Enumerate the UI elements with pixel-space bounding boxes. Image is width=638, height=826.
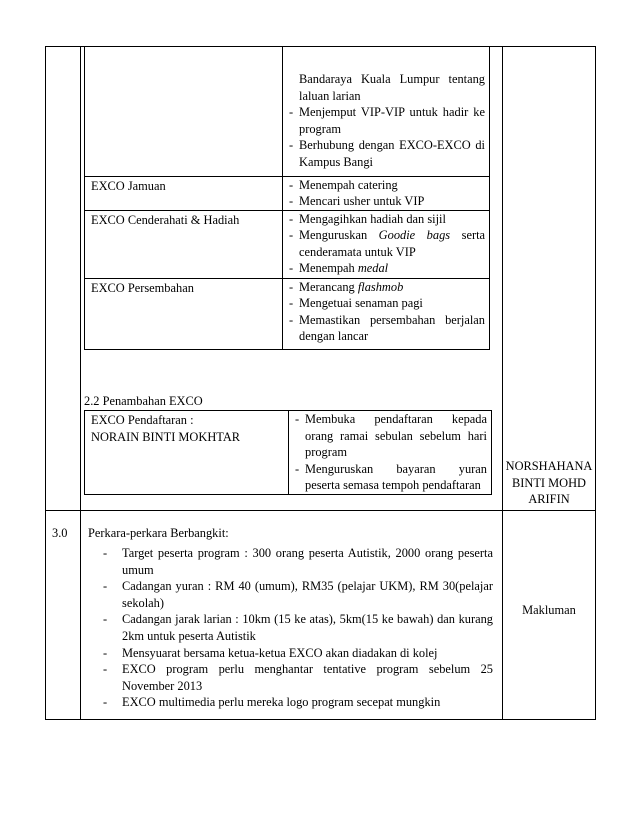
task-text-emphasis: Goodie bags	[378, 228, 451, 243]
task-dash: -	[289, 194, 294, 209]
task-item	[289, 211, 485, 228]
task-item	[295, 461, 487, 494]
outer-table-right-border	[595, 46, 596, 720]
table-row	[85, 210, 490, 278]
list-text: EXCO multimedia perlu mereka logo program secepat mungkin	[122, 695, 441, 710]
role-cell: EXCO Jamuan	[85, 176, 283, 210]
exco-pendaftaran-table	[84, 410, 492, 495]
responsible-person	[503, 458, 595, 508]
outer-table-bottom-border	[45, 719, 596, 720]
status-makluman: Makluman	[522, 603, 576, 617]
matters-arising-list	[103, 545, 493, 711]
task-item	[289, 227, 485, 260]
task-item	[289, 279, 485, 296]
task-dash: -	[289, 177, 294, 192]
tasks-cell	[283, 176, 490, 210]
tasks-cell	[283, 278, 490, 349]
task-text-part: Menguruskan	[299, 228, 379, 243]
task-dash: -	[289, 279, 294, 294]
list-item	[103, 661, 493, 694]
responsible-name-line: BINTI MOHD	[512, 475, 586, 490]
responsible-name-line: NORSHAHANA	[505, 459, 593, 473]
table-row	[85, 278, 490, 349]
task-text	[305, 411, 487, 461]
task-dash: -	[295, 461, 300, 476]
task-item	[289, 193, 485, 210]
task-text	[299, 260, 485, 277]
task-text-line: orang ramai sebulan sebelum hari	[305, 428, 487, 443]
tasks-cell	[283, 46, 490, 176]
table-row	[85, 46, 490, 176]
task-text: Mengetuai senaman pagi	[299, 296, 423, 311]
list-dash: -	[103, 662, 108, 677]
list-text: Mensyuarat bersama ketua-ketua EXCO akan diadakan di kolej	[122, 645, 438, 660]
task-dash: -	[289, 211, 294, 226]
list-item	[103, 694, 493, 711]
task-text-emphasis: flashmob	[357, 279, 404, 294]
outer-table-row-divider	[45, 510, 596, 511]
task-text: Mencari usher untuk VIP	[299, 194, 425, 209]
tasks-cell	[289, 411, 492, 495]
task-text: Memastikan persembahan berjalan dengan lancar	[299, 312, 485, 344]
task-item	[289, 295, 485, 312]
task-text	[299, 279, 485, 296]
list-item	[103, 545, 493, 578]
role-cell: EXCO Persembahan	[85, 278, 283, 349]
list-dash: -	[103, 695, 108, 710]
table-row	[85, 411, 492, 495]
task-item	[295, 411, 487, 461]
task-text-part: Merancang	[299, 279, 358, 294]
list-dash: -	[103, 645, 108, 660]
task-text: Menjemput VIP-VIP untuk hadir ke program	[299, 105, 485, 136]
task-item	[289, 71, 485, 104]
task-dash: -	[289, 228, 294, 243]
tasks-cell	[283, 210, 490, 278]
task-dash	[289, 71, 299, 104]
task-text	[299, 227, 485, 260]
task-text	[305, 461, 487, 494]
list-text: Target peserta program : 300 orang peserta Autistik, 2000 orang peserta umum	[122, 546, 493, 577]
task-item	[289, 260, 485, 277]
responsible-name-line: ARIFIN	[528, 492, 570, 507]
task-text: Bandaraya Kuala Lumpur tentang laluan larian	[299, 72, 485, 103]
list-item	[103, 645, 493, 662]
task-text: Menempah catering	[299, 177, 398, 192]
task-dash: -	[289, 138, 294, 153]
outer-table-content-column-border	[502, 46, 503, 720]
task-item	[289, 312, 485, 345]
task-text: Berhubung dengan EXCO-EXCO di Kampus Bangi	[299, 138, 485, 169]
task-text-line: Membuka pendaftaran kepada	[305, 412, 487, 426]
list-text: Cadangan jarak larian : 10km (15 ke atas), 5km(15 ke bawah) dan kurang 2km untuk peserta Autistik	[122, 612, 493, 643]
task-dash: -	[289, 312, 294, 327]
outer-table-left-border	[45, 46, 46, 720]
task-item	[289, 104, 485, 137]
role-cell	[85, 46, 283, 176]
task-text-emphasis: medal	[357, 261, 389, 276]
task-dash: -	[289, 105, 294, 120]
list-text: Cadangan yuran : RM 40 (umum), RM35 (pelajar UKM), RM 30(pelajar sekolah)	[122, 579, 493, 610]
list-item	[103, 578, 493, 611]
list-dash: -	[103, 546, 108, 560]
table-row	[85, 176, 490, 210]
section-title-3-0: Perkara-perkara Berbangkit:	[88, 526, 229, 540]
task-item	[289, 137, 485, 170]
task-text: Mengagihkan hadiah dan sijil	[299, 211, 446, 226]
list-dash: -	[103, 612, 108, 627]
task-text-line: program	[305, 445, 347, 460]
task-dash: -	[295, 412, 300, 426]
role-cell	[85, 411, 289, 495]
list-dash: -	[103, 579, 108, 594]
task-item	[289, 177, 485, 194]
task-dash: -	[289, 261, 294, 276]
outer-table-number-column-border	[80, 46, 81, 720]
list-text: EXCO program perlu menghantar tentative program sebelum 25 November 2013	[122, 662, 493, 693]
task-text-part: serta cenderamata untuk VIP	[299, 228, 486, 259]
task-dash: -	[289, 296, 294, 311]
role-cell: EXCO Cenderahati & Hadiah	[85, 210, 283, 278]
task-text-line: Menguruskan bayaran yuran	[305, 461, 487, 476]
task-text-part: Menempah	[299, 261, 358, 276]
role-title: EXCO Pendaftaran :	[91, 413, 194, 427]
section-number-3-0: 3.0	[52, 526, 68, 540]
role-person: NORAIN BINTI MOKHTAR	[91, 429, 241, 444]
exco-duties-table	[84, 46, 490, 350]
list-item	[103, 611, 493, 644]
section-heading-2-2: 2.2 Penambahan EXCO	[84, 394, 203, 408]
task-text-line: peserta semasa tempoh pendaftaran	[305, 478, 481, 493]
